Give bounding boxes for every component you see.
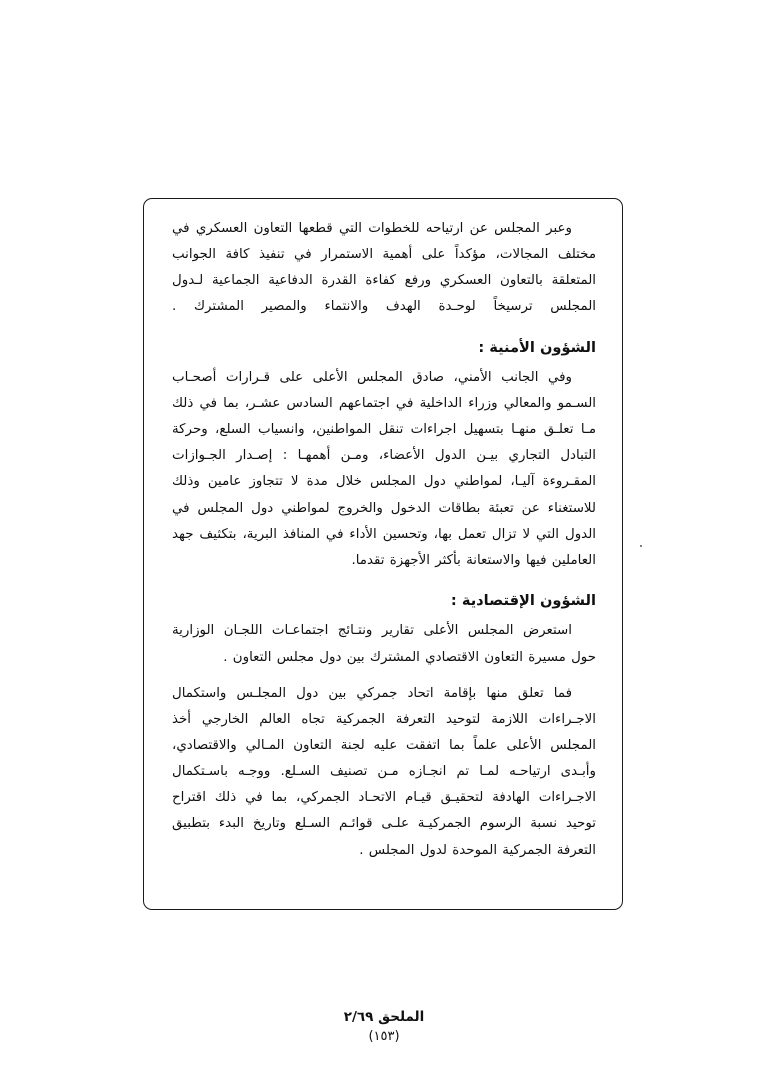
economic-paragraph-2: فما تعلق منها بإقامة اتحاد جمركي بين دول المجلـس واستكمال الاجـراءات اللازمة لتوحيد التعرفة الجمركية تجاه العالم الخارجي أخذ المجلس الأعلى علماً بما اتفقت عليه لجنة التعاون المـالي والاقتصادي، وأبـدى ارتياحـه لمـا تم انجـازه مـن تصنيف السـلع. ووجـه باسـتكمال الاجـراءات الهادفة لتحقيـق قيـام الاتحـاد الجمركي، بما في ذلك اقتراح توحيد نسبة الرسوم الجمركيـة علـى قوائـم السـلع وتاريخ البدء بتطبيق التعرفة الجمركية الموحدة لدول المجلس . bbox=[172, 685, 596, 858]
section-heading-security: الشؤون الأمنية : bbox=[478, 338, 596, 356]
footer-appendix-label: الملحق ٢/٦٩ bbox=[343, 1009, 425, 1025]
intro-paragraph: وعبر المجلس عن ارتياحه للخطوات التي قطعها التعاون العسكري في مختلف المجالات، مؤكداً على أهمية الاستمرار في تنفيذ كافة الجوانب المتعلقة بالتعاون العسكري ورفع كفاءة القدرة الدفاعية الجماعية لـدول المجلس ترسيخاً لوحـدة الهدف والانتماء والمصير المشترك . bbox=[172, 221, 596, 315]
footer-page-number: (١٥٣) bbox=[368, 1028, 400, 1044]
section-heading-economic: الشؤون الإقتصادية : bbox=[450, 592, 596, 610]
paragraph-spacer bbox=[172, 671, 596, 681]
page-speck bbox=[640, 545, 642, 547]
economic-paragraph-1: استعرض المجلس الأعلى تقارير ونتـائج اجتماعـات اللجـان الوزارية حول مسيرة التعاون الاقتصادي المشترك بين دول مجلس التعاون . bbox=[172, 623, 596, 665]
document-content bbox=[156, 206, 612, 902]
security-paragraph-1: وفي الجانب الأمني، صادق المجلس الأعلى على قـرارات أصحـاب السـمو والمعالي وزراء الداخلية في اجتماعهم السادس عشـر، بما في ذلك مـا تعلـق منهـا بتسهيل اجراءات تنقل المواطنين، وانسياب السلع، وحركة التبادل التجاري بيـن الدول الأعضاء، ومـن أهمهـا : إصـدار الجـوازات المقـروءة آليـا، لمواطني دول المجلس خلال مدة لا تتجاوز عامين وذلك للاستغناء عن تعبئة بطاقات الدخول والخروج لمواطني دول المجلس في الدول التي لا تزال تعمل بها، وتحسين الأداء في المنافذ البرية، بتكثيف جهد العاملين فيها والاستعانة بأكثر الأجهزة تقدما. bbox=[172, 369, 596, 568]
page-footer bbox=[0, 1008, 768, 1046]
